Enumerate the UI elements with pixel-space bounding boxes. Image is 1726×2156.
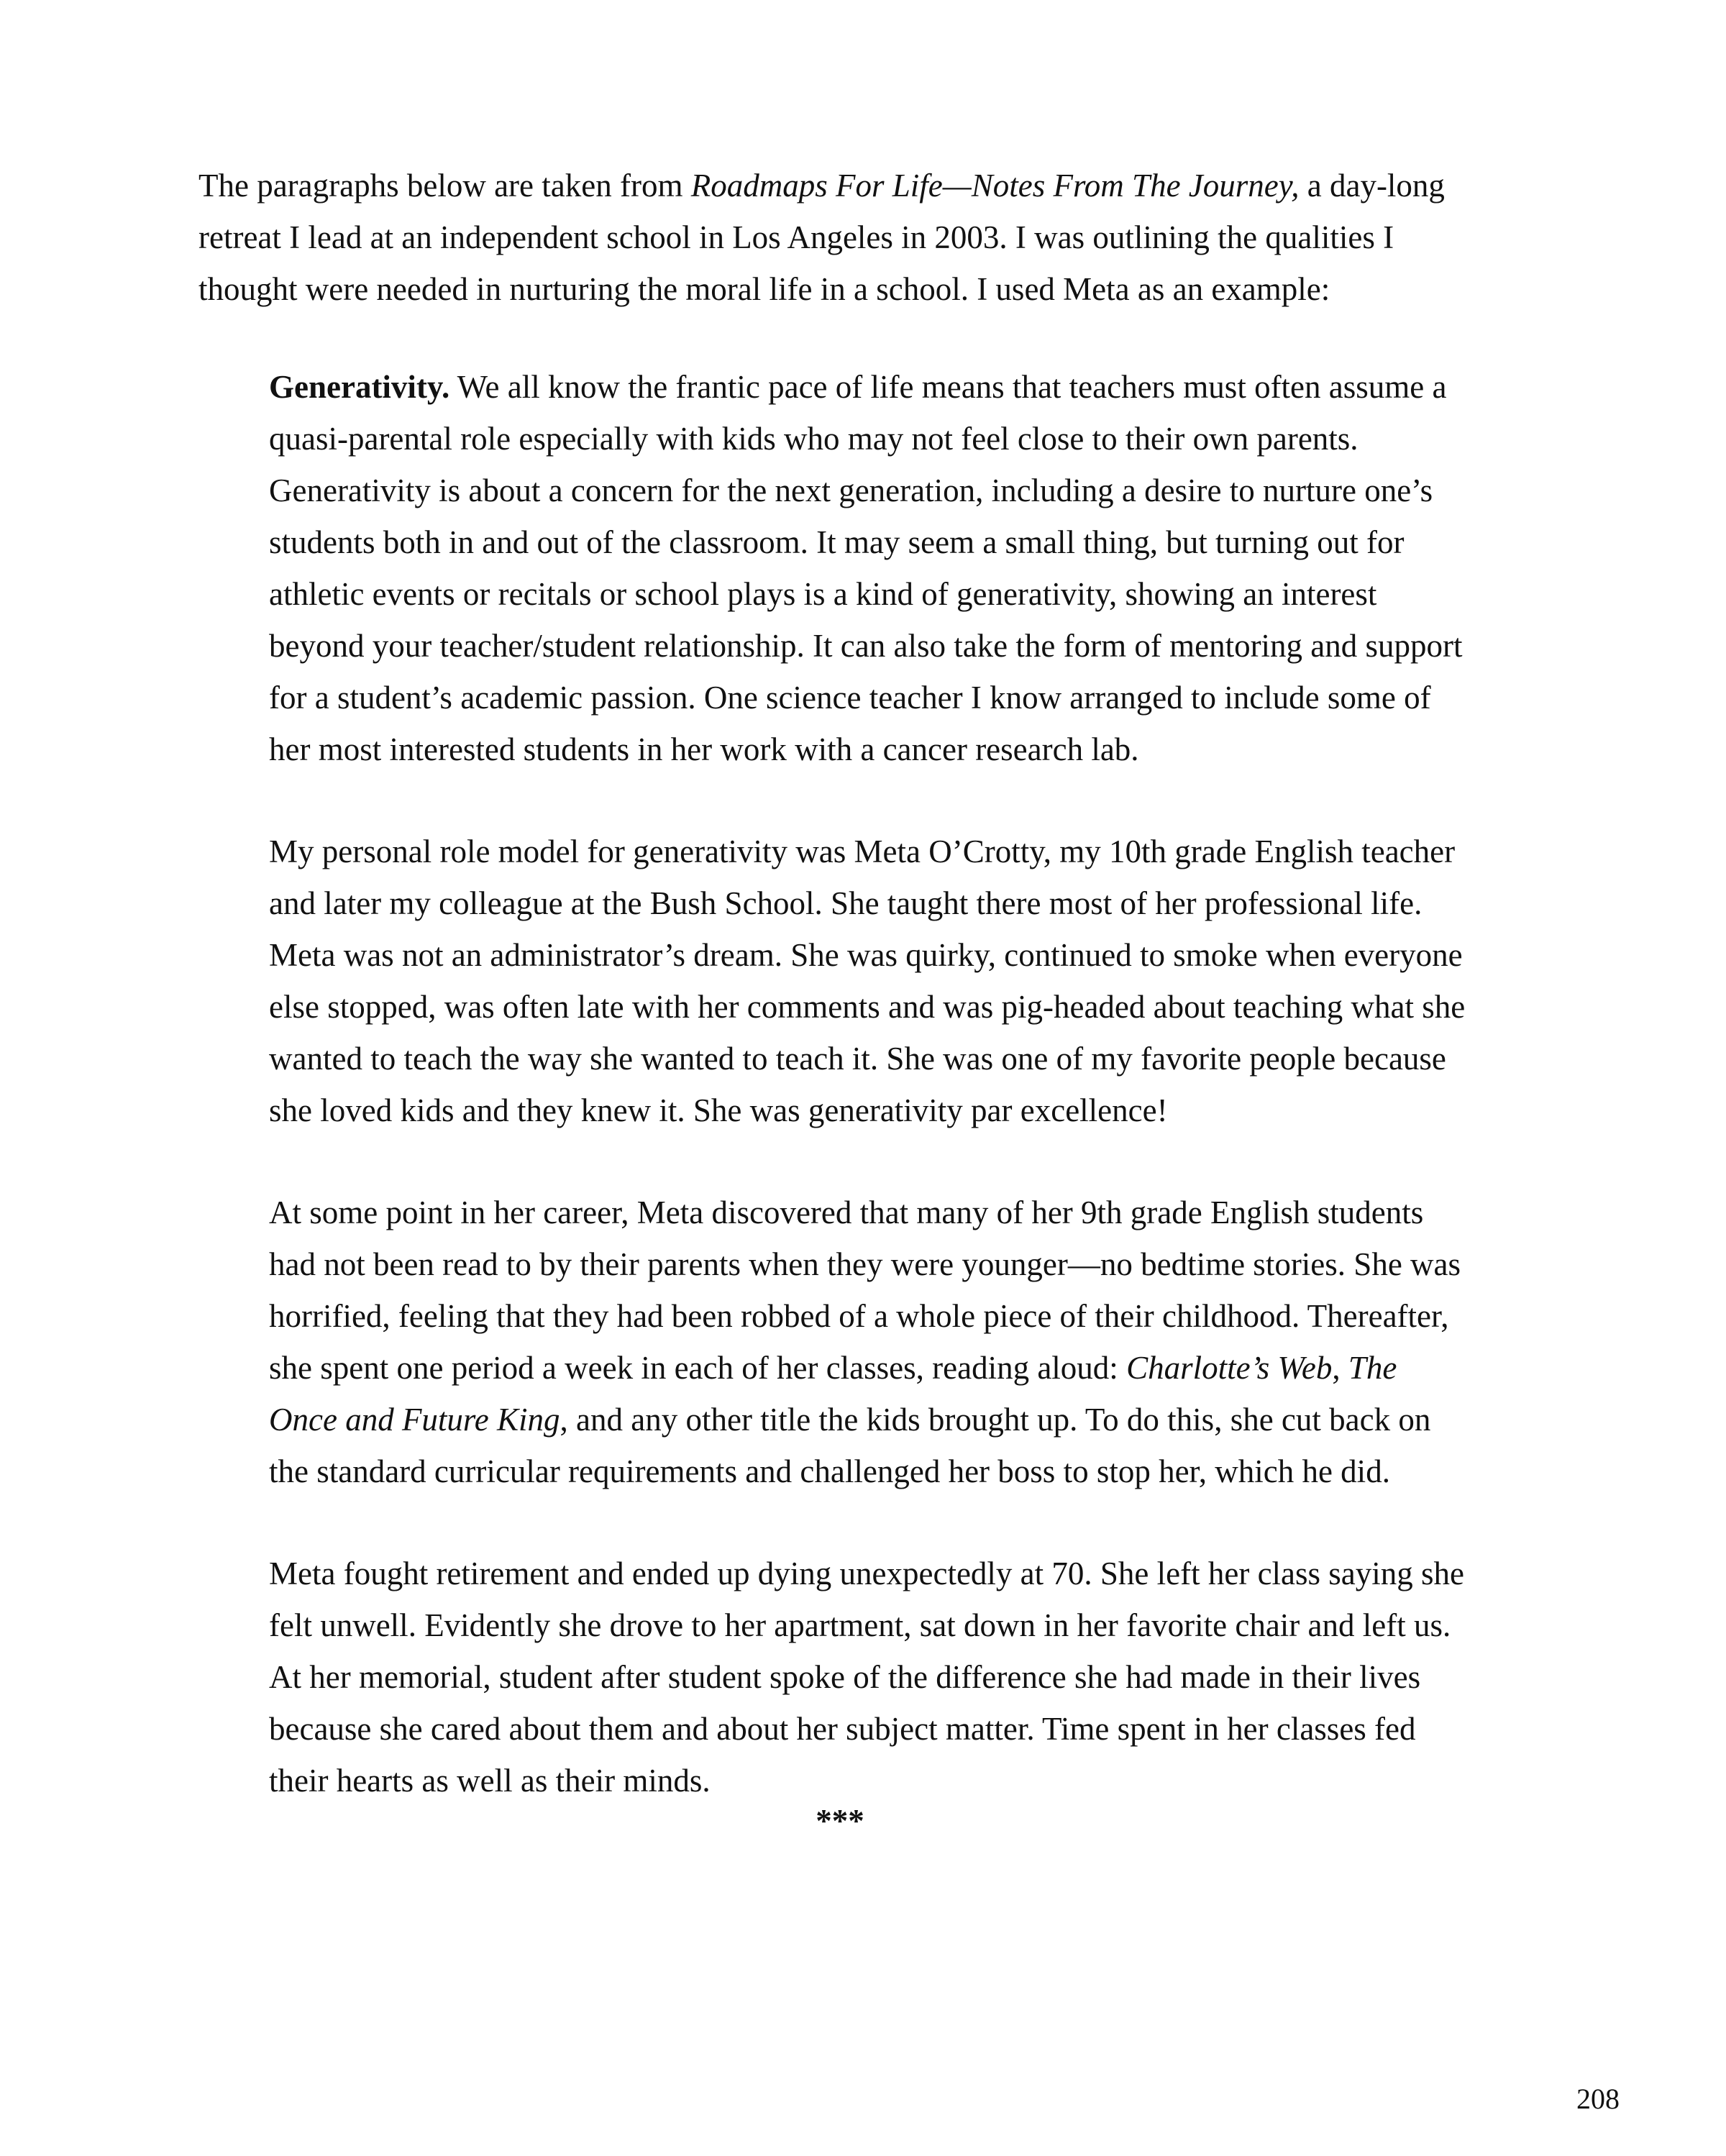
book-title: Roadmaps For Life—Notes From The Journey, xyxy=(690,168,1300,204)
page-number: 208 xyxy=(1576,2083,1620,2115)
quote-line xyxy=(269,1394,1621,1445)
quote-line: My personal role model for generativity was Meta O’Crotty, my 10th grade English teacher xyxy=(269,833,1456,869)
quote-line xyxy=(269,1342,1621,1394)
quote-line: wanted to teach the way she wanted to teach it. She was one of my favorite people because xyxy=(269,1041,1446,1077)
reading-aloud-paragraph xyxy=(269,1187,1621,1497)
quote-line xyxy=(269,361,1621,413)
quote-line: students both in and out of the classroom. It may seem a small thing, but turning out for xyxy=(269,524,1405,560)
section-separator: *** xyxy=(816,1803,864,1839)
intro-paragraph xyxy=(198,160,1637,315)
quote-line: horrified, feeling that they had been robbed of a whole piece of their childhood. Thereafter, xyxy=(269,1298,1449,1334)
quote-line: the standard curricular requirements and challenged her boss to stop her, which he did. xyxy=(269,1453,1390,1489)
quote-line: quasi-parental role especially with kids who may not feel close to their own parents. xyxy=(269,421,1359,457)
quote-line: she loved kids and they knew it. She was generativity par excellence! xyxy=(269,1092,1168,1128)
quote-line: her most interested students in her work with a cancer research lab. xyxy=(269,731,1139,767)
generativity-term: Generativity. xyxy=(269,369,450,405)
intro-text: a day-long xyxy=(1299,168,1445,204)
quote-text: she spent one period a week in each of her classes, reading aloud: xyxy=(269,1350,1127,1386)
quote-line: beyond your teacher/student relationship. It can also take the form of mentoring and support xyxy=(269,628,1463,664)
quote-line: Meta was not an administrator’s dream. She was quirky, continued to smoke when everyone xyxy=(269,937,1463,973)
quote-text: , and any other title the kids brought up. To do this, she cut back on xyxy=(560,1402,1431,1438)
memorial-paragraph xyxy=(269,1548,1621,1806)
intro-text: The paragraphs below are taken from xyxy=(198,168,691,204)
quote-text: , xyxy=(1332,1350,1348,1386)
quote-line: Meta fought retirement and ended up dying unexpectedly at 70. She left her class saying she xyxy=(269,1556,1465,1591)
quote-line: Generativity is about a concern for the next generation, including a desire to nurture one’s xyxy=(269,472,1433,508)
quote-line: else stopped, was often late with her comments and was pig-headed about teaching what she xyxy=(269,989,1466,1025)
quote-line: athletic events or recitals or school plays is a kind of generativity, showing an interest xyxy=(269,576,1377,612)
intro-line-2: retreat I lead at an independent school in Los Angeles in 2003. I was outlining the qualities I xyxy=(198,219,1394,255)
quote-text: We all know the frantic pace of life means that teachers must often assume a xyxy=(449,369,1447,405)
quote-line: felt unwell. Evidently she drove to her apartment, sat down in her favorite chair and left us. xyxy=(269,1607,1451,1643)
quote-line: At some point in her career, Meta discovered that many of her 9th grade English students xyxy=(269,1195,1424,1230)
intro-line-3: thought were needed in nurturing the moral life in a school. I used Meta as an example: xyxy=(198,271,1330,307)
generativity-paragraph xyxy=(269,361,1621,775)
book-title: Charlotte’s Web xyxy=(1126,1350,1333,1386)
quote-line: and later my colleague at the Bush School. She taught there most of her professional life. xyxy=(269,885,1423,921)
intro-line-1 xyxy=(198,160,1637,211)
quote-line: At her memorial, student after student spoke of the difference she had made in their lives xyxy=(269,1659,1421,1695)
role-model-paragraph xyxy=(269,826,1621,1136)
book-title: Once and Future King xyxy=(269,1402,560,1438)
quote-line: had not been read to by their parents when they were younger—no bedtime stories. She was xyxy=(269,1246,1461,1282)
quote-line: because she cared about them and about her subject matter. Time spent in her classes fed xyxy=(269,1711,1416,1747)
quote-line: their hearts as well as their minds. xyxy=(269,1763,711,1799)
book-title: The xyxy=(1348,1350,1397,1386)
quote-line: for a student’s academic passion. One science teacher I know arranged to include some of xyxy=(269,680,1431,716)
